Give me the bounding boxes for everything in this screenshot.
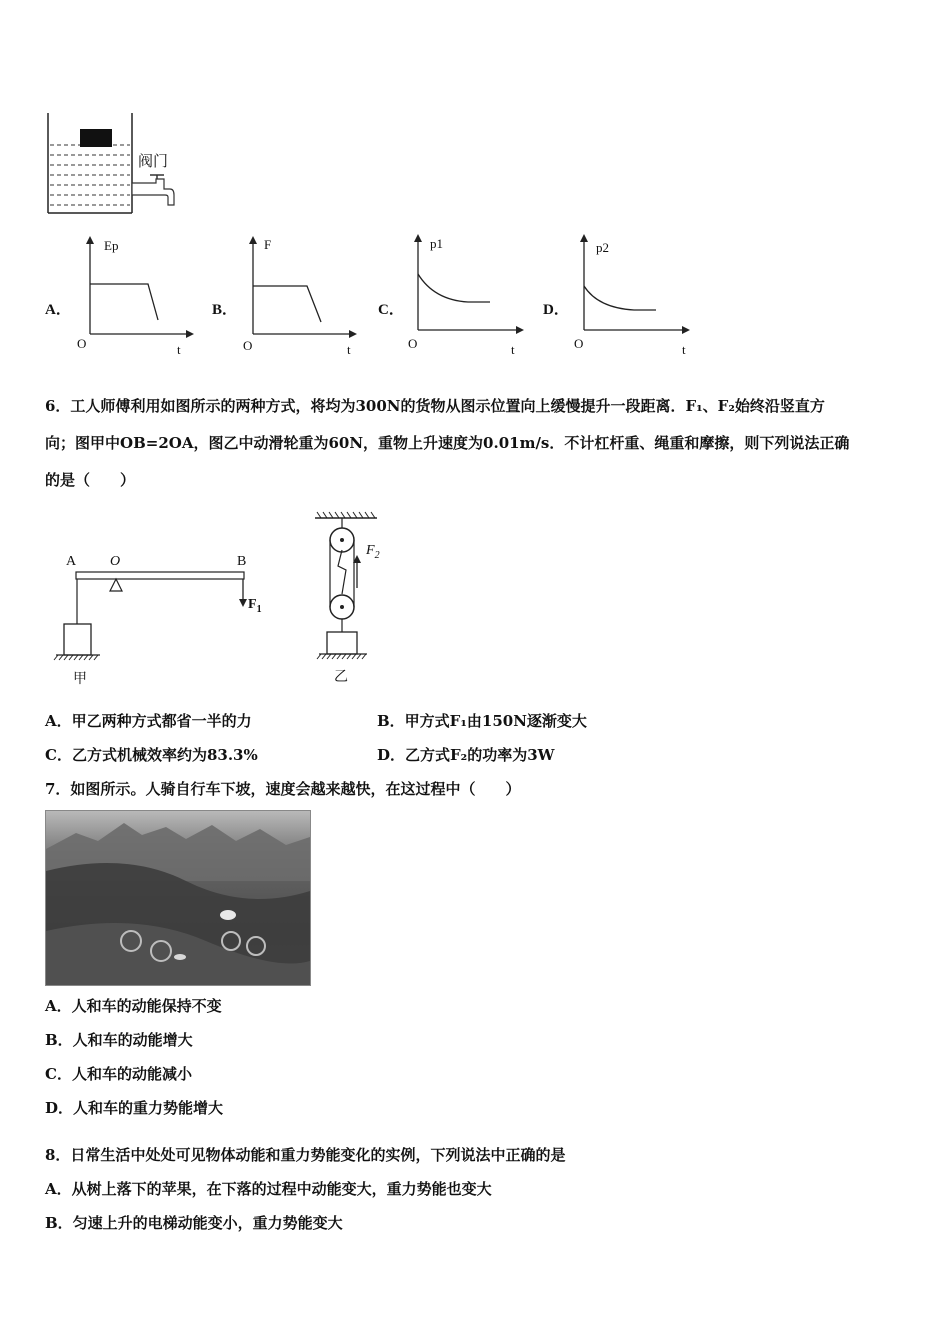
option-letter: C．: [378, 302, 404, 318]
q7-option-d[interactable]: D．人和车的重力势能增大: [45, 1099, 224, 1117]
caption-jia: 甲: [73, 671, 87, 687]
q7-option-b[interactable]: B．人和车的动能增大: [45, 1031, 193, 1049]
q6-option-d[interactable]: D．乙方式F₂的功率为3W: [377, 746, 555, 764]
graph-p2: [564, 228, 694, 348]
graph-f: [233, 232, 363, 357]
option-letter: D．: [543, 302, 569, 318]
q6-line-1: 6．工人师傅利用如图所示的两种方式，将均为300N的货物从图示位置向上缓慢提升一段距离．F₁、F₂始终沿竖直方: [45, 397, 825, 415]
q6-option-c[interactable]: C．乙方式机械效率约为83.3%: [45, 746, 258, 764]
y-axis-label: p1: [430, 236, 443, 251]
cyclist-downhill-photo: [45, 810, 311, 986]
q8-question: 8．日常生活中处处可见物体动能和重力势能变化的实例，下列说法中正确的是: [45, 1146, 566, 1164]
y-axis-label: Ep: [104, 238, 119, 253]
origin-label: O: [243, 338, 253, 353]
origin-label: O: [408, 336, 418, 351]
caption-yi: 乙: [334, 669, 348, 685]
force-f2: $F_2$: [366, 543, 380, 561]
x-axis-label: t: [177, 342, 181, 357]
q7-option-c[interactable]: C．人和车的动能减小: [45, 1065, 192, 1083]
x-axis-label: t: [511, 342, 515, 357]
q8-option-b[interactable]: B．匀速上升的电梯动能变小，重力势能变大: [45, 1214, 343, 1232]
q6-option-a[interactable]: A．甲乙两种方式都省一半的力: [45, 712, 252, 730]
origin-label: O: [77, 336, 87, 351]
label-a: A: [66, 554, 77, 569]
label-b: B: [237, 554, 247, 569]
option-letter: A．: [45, 302, 71, 318]
force-f1: $F_1$: [248, 597, 262, 615]
q6-line-3: 的是（ ）: [45, 471, 136, 489]
option-letter: B．: [212, 302, 238, 318]
q8-option-a[interactable]: A．从树上落下的苹果，在下落的过程中动能变大，重力势能也变大: [45, 1180, 492, 1198]
y-axis-label: p2: [596, 240, 609, 255]
origin-label: O: [574, 336, 584, 351]
y-axis-label: F: [264, 237, 272, 252]
graph-p1: [398, 228, 528, 348]
q7-option-a[interactable]: A．人和车的动能保持不变: [45, 997, 222, 1015]
q6-line-2: 向；图甲中OB=2OA，图乙中动滑轮重为60N，重物上升速度为0.01m/s．不计杠杆重、绳重和摩擦，则下列说法正确: [45, 434, 850, 452]
label-o: O: [110, 554, 121, 569]
graph-ep: [70, 232, 200, 357]
q6-option-b[interactable]: B．甲方式F₁由150N逐渐变大: [377, 712, 587, 730]
valve-label: 阀门: [138, 152, 169, 170]
x-axis-label: t: [347, 342, 351, 357]
x-axis-label: t: [682, 342, 686, 357]
q7-question: 7．如图所示。人骑自行车下坡，速度会越来越快，在这过程中（ ）: [45, 780, 521, 798]
pulley-figure-yi: [305, 508, 405, 673]
